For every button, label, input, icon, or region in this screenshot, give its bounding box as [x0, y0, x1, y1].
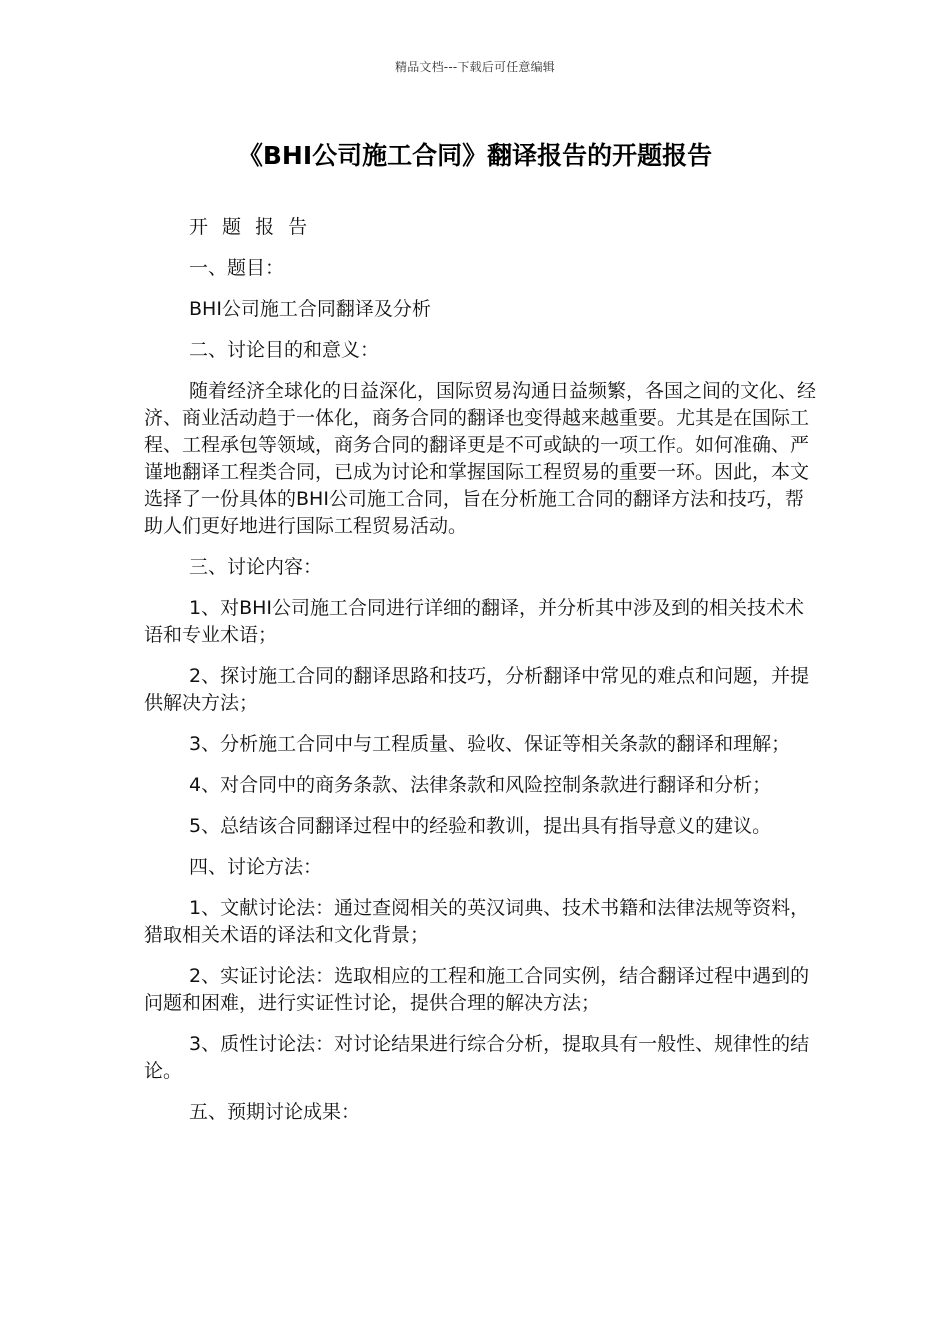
- content-item-2: 2、探讨施工合同的翻译思路和技巧，分析翻译中常见的难点和问题，并提供解决方法；: [144, 665, 810, 714]
- content-item-3: 3、分析施工合同中与工程质量、验收、保证等相关条款的翻译和理解；: [189, 733, 791, 755]
- heading-topic: 一、题目：: [189, 257, 285, 279]
- section-label-report: 开 题 报 告: [189, 216, 312, 238]
- heading-expected-results: 五、预期讨论成果：: [189, 1101, 361, 1123]
- document-body: [144, 214, 816, 1140]
- heading-content: 三、讨论内容：: [189, 556, 323, 578]
- method-item-3: 3、质性讨论法：对讨论结果进行综合分析，提取具有一般性、规律性的结论。: [144, 1033, 810, 1082]
- purpose-paragraph: 随着经济全球化的日益深化，国际贸易沟通日益频繁，各国之间的文化、经济、商业活动趋于一体化，商务合同的翻译也变得越来越重要。尤其是在国际工程、工程承包等领域，商务合同的翻译更是不可或缺的一项工作。如何准确、严谨地翻译工程类合同，已成为讨论和掌握国际工程贸易的重要一环。因此，本文选择了一份具体的BHI公司施工合同，旨在分析施工合同的翻译方法和技巧，帮助人们更好地进行国际工程贸易活动。: [144, 380, 817, 537]
- method-item-1: 1、文献讨论法：通过查阅相关的英汉词典、技术书籍和法律法规等资料，猎取相关术语的译法和文化背景；: [144, 897, 810, 946]
- content-item-5: 5、总结该合同翻译过程中的经验和教训，提出具有指导意义的建议。: [189, 815, 772, 837]
- page-header: 精品文档---下载后可任意编辑: [395, 60, 555, 74]
- method-item-2: 2、实证讨论法：选取相应的工程和施工合同实例，结合翻译过程中遇到的问题和困难，进行实证性讨论，提供合理的解决方法；: [144, 965, 810, 1014]
- topic-text: BHI公司施工合同翻译及分析: [189, 298, 431, 320]
- content-item-1: 1、对BHI公司施工合同进行详细的翻译，并分析其中涉及到的相关技术术语和专业术语；: [144, 597, 805, 646]
- heading-methods: 四、讨论方法：: [189, 856, 323, 878]
- content-item-4: 4、对合同中的商务条款、法律条款和风险控制条款进行翻译和分析；: [189, 774, 772, 796]
- document-title: 《BHI公司施工合同》翻译报告的开题报告: [237, 141, 713, 170]
- heading-purpose: 二、讨论目的和意义：: [189, 339, 380, 361]
